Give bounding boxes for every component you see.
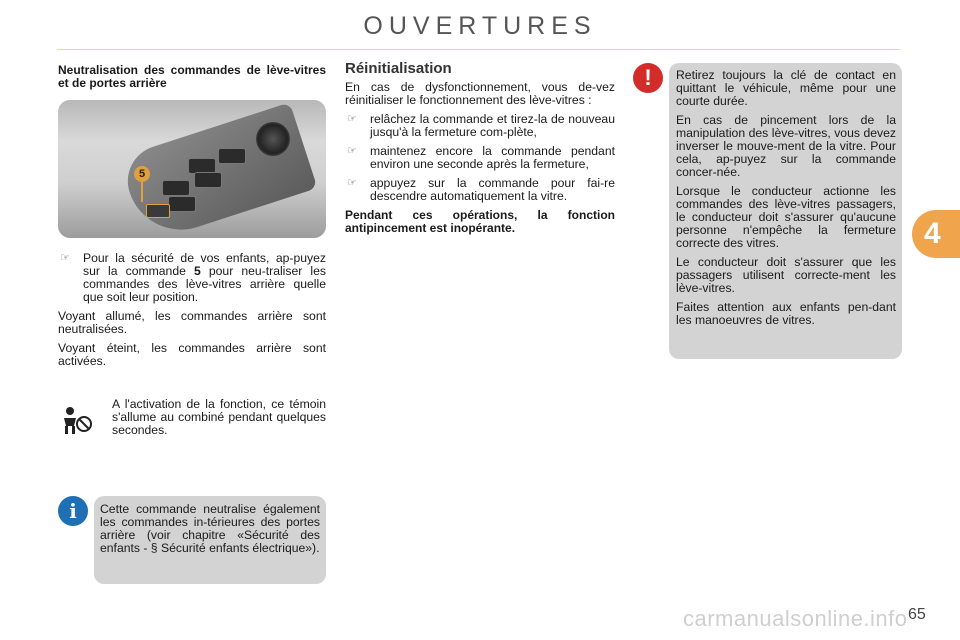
child-lock-icon (58, 402, 94, 438)
chapter-tab (912, 210, 960, 258)
middle-column (345, 62, 615, 241)
pointing-finger-icon: ☞ (347, 113, 357, 125)
callout-line (141, 182, 143, 202)
antipinch-warning: Pendant ces opérations, la fonction antipincement est inopérante. (345, 208, 615, 235)
pointing-finger-icon: ☞ (60, 252, 70, 264)
indicator-on-text: Voyant allumé, les commandes arrière sont neutralisées. (58, 309, 326, 336)
warning-paragraph: Retirez toujours la clé de contact en quittant le véhicule, même pour une courte durée. (676, 68, 896, 108)
bullet-child-safety (58, 252, 326, 304)
title-divider (57, 49, 900, 50)
watermark: carmanualsonline.info (683, 606, 908, 631)
section-heading-neutralisation: Neutralisation des commandes de lève-vitres et de portes arrière (58, 63, 326, 90)
exclamation-icon: ! (633, 63, 663, 93)
step-text: relâchez la commande et tirez-la de nouveau jusqu'à la fermeture com-plète, (370, 112, 615, 139)
reinit-intro: En cas de dysfonctionnement, vous de-vez réinitialiser le fonctionnement des lève-vitres : (345, 80, 615, 107)
warning-paragraph: Le conducteur doit s'assurer que les passagers utilisent correcte-ment les lève-vitres. (676, 255, 896, 295)
left-heading-block (58, 64, 326, 96)
info-box-content (100, 503, 320, 561)
indicator-off-text: Voyant éteint, les commandes arrière sont activées. (58, 341, 326, 368)
bullet-text: pour neu-traliser les commandes des lève-vitres arrière quelle que soit leur position. (83, 264, 326, 304)
pointing-finger-icon: ☞ (347, 145, 357, 157)
warning-box-content (676, 69, 896, 333)
reinit-step (345, 113, 615, 139)
warning-paragraph: Lorsque le conducteur actionne les commandes des lève-vitres passagers, le conducteur doit s'assurer qu'aucune personne n'empêche la fermeture correcte des vitres. (676, 184, 896, 250)
page-number: 65 (908, 606, 926, 623)
left-body (58, 252, 326, 374)
step-text: maintenez encore la commande pendant environ une seconde après la fermeture, (370, 144, 615, 171)
reinit-step (345, 145, 615, 171)
window-switch (194, 172, 222, 188)
callout-number: 5 (134, 166, 150, 182)
child-lock-button (146, 204, 170, 218)
page-title: OUVERTURES (363, 12, 597, 40)
reinit-step (345, 177, 615, 203)
bullet-text: Pour la sécurité de vos enfants, ap-puyez sur la commande (83, 251, 326, 278)
step-text: appuyez sur la commande pour fai-re descendre automatiquement la vitre. (370, 176, 615, 203)
info-text: Cette commande neutralise également les commandes in-térieures des portes arrière (voir chapitre «Sécurité des enfants - § Sécurité enfants électrique»). (100, 502, 320, 555)
window-switch (168, 196, 196, 212)
mirror-knob (256, 122, 290, 156)
command-number: 5 (194, 264, 201, 278)
info-icon: i (58, 496, 88, 526)
window-switch (162, 180, 190, 196)
indicator-note (112, 398, 326, 443)
window-switch (218, 148, 246, 164)
warning-paragraph: En cas de pincement lors de la manipulation des lève-vitres, vous devez inverser le mouve-ment de la vitre. Pour cela, ap-puyez sur la commande concer-née. (676, 113, 896, 179)
indicator-description: A l'activation de la fonction, ce témoin s'allume au combiné pendant quelques secondes. (112, 397, 326, 437)
warning-paragraph: Faites attention aux enfants pen-dant les manoeuvres de vitres. (676, 300, 896, 327)
chapter-number: 4 (924, 217, 941, 250)
pointing-finger-icon: ☞ (347, 177, 357, 189)
section-heading-reinitialisation: Réinitialisation (345, 60, 452, 77)
window-switch-photo (58, 100, 326, 238)
